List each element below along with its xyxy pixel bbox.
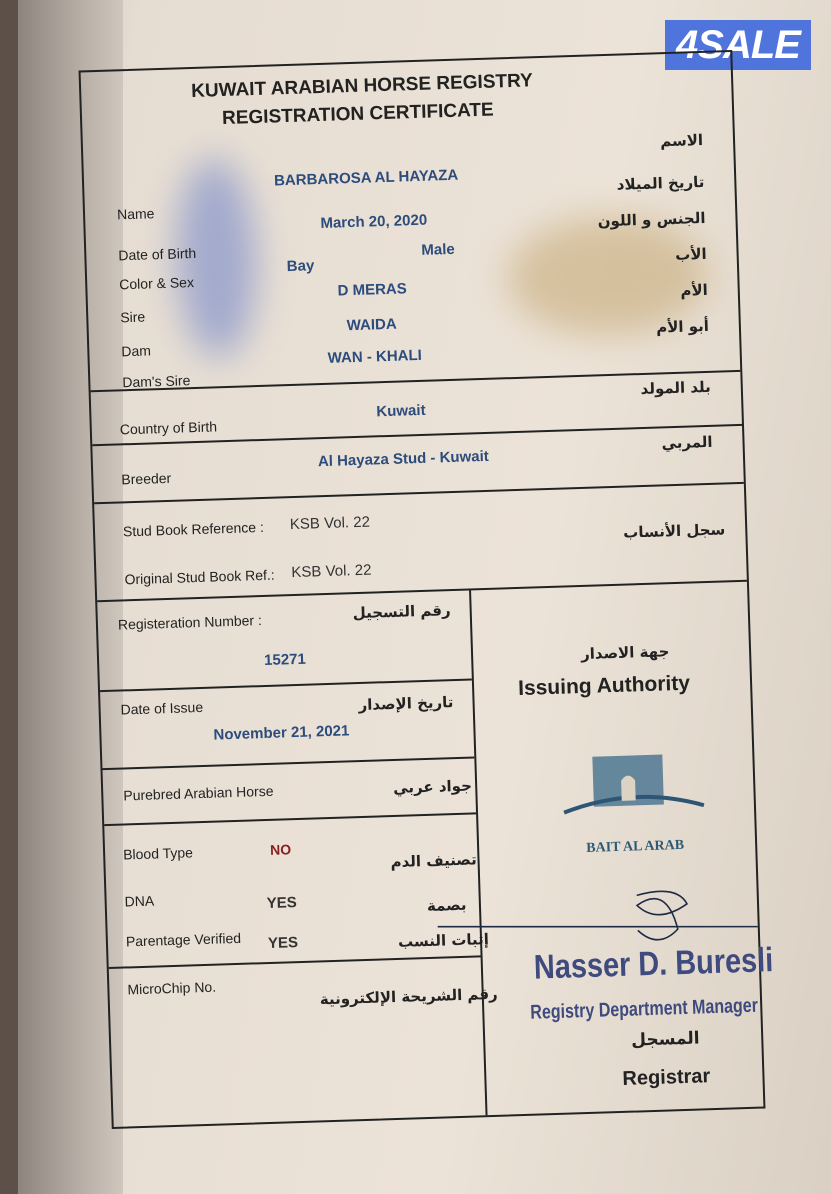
breeder-label-ar: المربي bbox=[661, 432, 713, 453]
country-label: Country of Birth bbox=[119, 418, 218, 438]
authority-label-ar: جهة الاصدار bbox=[580, 642, 670, 664]
registration-certificate bbox=[79, 50, 774, 1129]
orig-stud-book-value: KSB Vol. 22 bbox=[291, 561, 372, 582]
stud-book-label: Stud Book Reference : bbox=[122, 518, 265, 540]
breeder-label: Breeder bbox=[121, 469, 172, 488]
divider bbox=[100, 678, 472, 692]
color-sex-label: Color & Sex bbox=[119, 274, 195, 293]
watermark-logo: 4SALE bbox=[665, 20, 811, 70]
parentage-value: YES bbox=[267, 934, 299, 953]
signer-title: Registry Department Manager bbox=[530, 994, 759, 1024]
dam-value: WAIDA bbox=[346, 315, 397, 335]
purebred-label-ar: جواد عربي bbox=[392, 776, 473, 797]
dams-sire-label-ar: أبو الأم bbox=[655, 316, 710, 337]
dam-label-ar: الأم bbox=[680, 280, 709, 300]
stud-book-label-ar: سجل الأنساب bbox=[622, 520, 726, 542]
blood-type-value: NO bbox=[269, 841, 292, 858]
dams-sire-label: Dam's Sire bbox=[122, 372, 191, 391]
dna-value: YES bbox=[266, 894, 298, 913]
divider bbox=[109, 955, 481, 969]
microchip-label-ar: رقم الشريحة الإلكترونية bbox=[319, 984, 498, 1009]
dob-value: March 20, 2020 bbox=[320, 211, 428, 233]
dna-label-ar: بصمة bbox=[426, 895, 467, 915]
stud-book-value: KSB Vol. 22 bbox=[289, 513, 371, 534]
country-label-ar: بلد المولد bbox=[640, 377, 712, 399]
sire-label: Sire bbox=[120, 308, 146, 326]
color-sex-label-ar: الجنس و اللون bbox=[597, 208, 706, 231]
dam-label: Dam bbox=[121, 342, 152, 360]
dna-label: DNA bbox=[124, 892, 155, 910]
issue-date-label-ar: تاريخ الإصدار bbox=[358, 693, 454, 715]
name-label: Name bbox=[116, 205, 155, 223]
dams-sire-value: WAN - KHALI bbox=[327, 346, 423, 367]
authority-label: Issuing Authority bbox=[517, 671, 691, 701]
parentage-label: Parentage Verified bbox=[125, 929, 242, 950]
issue-date-value: November 21, 2021 bbox=[213, 722, 350, 744]
divider bbox=[94, 482, 744, 504]
purebred-label: Purebred Arabian Horse bbox=[123, 782, 274, 804]
reg-number-value: 15271 bbox=[263, 650, 307, 669]
dob-label: Date of Birth bbox=[118, 244, 197, 264]
parentage-label-ar: إثبات النسب bbox=[397, 930, 490, 951]
title-line-1: KUWAIT ARABIAN HORSE REGISTRY bbox=[190, 70, 534, 102]
orig-stud-book-label: Original Stud Book Ref.: bbox=[124, 566, 275, 588]
country-value: Kuwait bbox=[376, 401, 426, 421]
reg-number-label-ar: رقم التسجيل bbox=[352, 601, 451, 623]
sex-value: Male bbox=[421, 240, 455, 259]
registrar-label-ar: المسجل bbox=[630, 1028, 700, 1051]
divider bbox=[102, 756, 474, 770]
blood-type-label-ar: تصنيف الدم bbox=[390, 850, 477, 872]
dob-label-ar: تاريخ الميلاد bbox=[616, 172, 705, 194]
name-value: BARBAROSA AL HAYAZA bbox=[273, 166, 459, 190]
sire-label-ar: الأب bbox=[674, 244, 707, 264]
microchip-label: MicroChip No. bbox=[127, 978, 217, 998]
signer-name: Nasser D. Buresli bbox=[533, 941, 774, 987]
sire-value: D MERAS bbox=[337, 280, 407, 300]
blood-type-label: Blood Type bbox=[122, 844, 194, 863]
breeder-value: Al Hayaza Stud - Kuwait bbox=[317, 447, 489, 471]
title-line-2: REGISTRATION CERTIFICATE bbox=[221, 99, 494, 130]
reg-number-label: Registeration Number : bbox=[117, 612, 263, 633]
divider bbox=[104, 812, 476, 826]
issue-date-label: Date of Issue bbox=[120, 698, 204, 718]
registrar-label: Registrar bbox=[622, 1065, 711, 1090]
name-label-ar: الاسم bbox=[659, 130, 704, 151]
stamp-text: BAIT AL ARAB bbox=[586, 837, 685, 856]
color-value: Bay bbox=[286, 257, 315, 276]
